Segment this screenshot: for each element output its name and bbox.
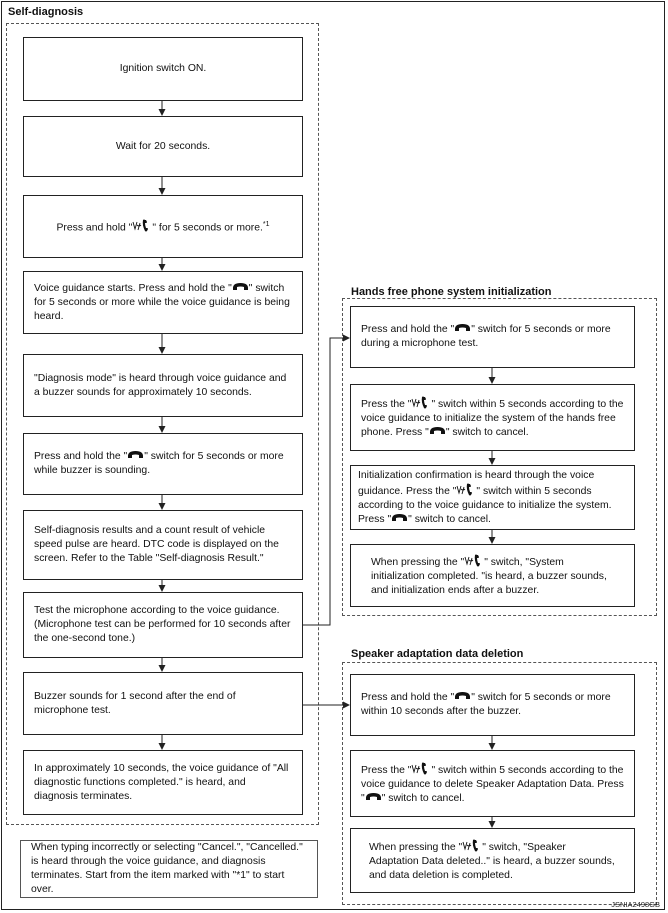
step-text: Test the microphone according to the voice guidance. (Microphone test can be performed for 10 seconds after the one-second tone.) xyxy=(34,605,291,644)
step-press-voice xyxy=(23,195,303,258)
title-speaker: Speaker adaptation data deletion xyxy=(351,648,524,660)
voice-phone-icon xyxy=(411,396,431,409)
voice-phone-icon xyxy=(462,839,482,852)
step-text: Wait for 20 seconds. xyxy=(115,140,211,152)
step-text: Ignition switch ON. xyxy=(119,63,207,74)
step-text: Buzzer sounds for 1 second after the end of microphone test. xyxy=(34,690,236,716)
hang-up-icon xyxy=(429,426,446,435)
step-buzzer-end xyxy=(23,672,303,735)
voice-phone-icon xyxy=(456,483,476,496)
step-diagnosis-mode xyxy=(23,354,303,417)
sp-step-2 xyxy=(350,750,635,817)
hang-up-icon xyxy=(127,450,144,459)
step-terminate xyxy=(23,750,303,815)
step-text: Press the " " switch within 5 seconds according to the voice guidance to delete Speaker Adaptation Data. Press " " switch to cancel. xyxy=(361,762,624,806)
sp-step-1 xyxy=(350,674,635,736)
step-ignition-on xyxy=(23,37,303,101)
step-text: In approximately 10 seconds, the voice guidance of "All diagnostic functions completed." is heard, and diagnosis terminates. xyxy=(34,762,289,802)
step-text: When pressing the " " switch, "System initialization completed. "is heard, a buzzer sounds, and initialization ends after a buzzer. xyxy=(371,554,614,598)
title-self-diagnosis: Self-diagnosis xyxy=(8,6,84,18)
sp-step-3 xyxy=(350,828,635,893)
hang-up-icon xyxy=(454,691,471,700)
hf-step-4 xyxy=(350,544,635,607)
note-box xyxy=(20,840,318,898)
step-text: Press the " " switch within 5 seconds according to the voice guidance to initialize the system of the hands free phone. Press " " switch to cancel. xyxy=(361,396,624,440)
reference-code: JSNIA2498GB xyxy=(611,900,660,909)
hang-up-icon xyxy=(365,792,382,801)
step-text: Voice guidance starts. Press and hold the " " switch for 5 seconds or more while the voice guidance is being heard. xyxy=(34,282,290,322)
hf-step-2 xyxy=(350,384,635,451)
step-text: Press and hold the " " switch for 5 seconds or more within 10 seconds after the buzzer. xyxy=(361,692,611,717)
step-text: Initialization confirmation is heard through the voice guidance. Press the " " switch within 5 seconds according to the voice guidance to initialize the system. Press " " switch to cancel. xyxy=(358,469,612,525)
step-results xyxy=(23,510,303,580)
hang-up-icon xyxy=(232,282,249,291)
step-mic-test xyxy=(23,592,303,658)
voice-phone-icon xyxy=(411,762,431,775)
hf-step-3 xyxy=(350,465,635,530)
step-wait-20s xyxy=(23,116,303,177)
title-hands-free: Hands free phone system initialization xyxy=(351,286,552,298)
step-hold-buzzer xyxy=(23,433,303,495)
step-text: Press and hold the " " switch for 5 seconds or more during a microphone test. xyxy=(361,324,611,349)
step-voice-guidance xyxy=(23,271,303,334)
hang-up-icon xyxy=(454,323,471,332)
voice-phone-icon xyxy=(132,219,152,232)
step-text: Press and hold " " for 5 seconds or more.$^{*1}$ xyxy=(56,220,270,234)
hang-up-icon xyxy=(391,513,408,522)
step-text: When pressing the " " switch, "Speaker Adaptation Data deleted.." is heard, a buzzer sounds, and data deletion is completed. xyxy=(369,839,616,883)
voice-phone-icon xyxy=(464,554,484,567)
step-text: Self-diagnosis results and a count result of vehicle speed pulse are heard. DTC code is displayed on the screen. Refer to the Table "Self-diagnosis Result." xyxy=(34,525,279,564)
note-text: When typing incorrectly or selecting "Cancel.", "Cancelled." is heard through the voice guidance, and diagnosis terminates. Start from the item marked with "*1" to start over. xyxy=(31,842,303,895)
step-text: "Diagnosis mode" is heard through voice guidance and a buzzer sounds for approximately 10 seconds. xyxy=(34,372,287,398)
hf-step-1 xyxy=(350,306,635,368)
step-text: Press and hold the " " switch for 5 seconds or more while buzzer is sounding. xyxy=(34,451,284,476)
